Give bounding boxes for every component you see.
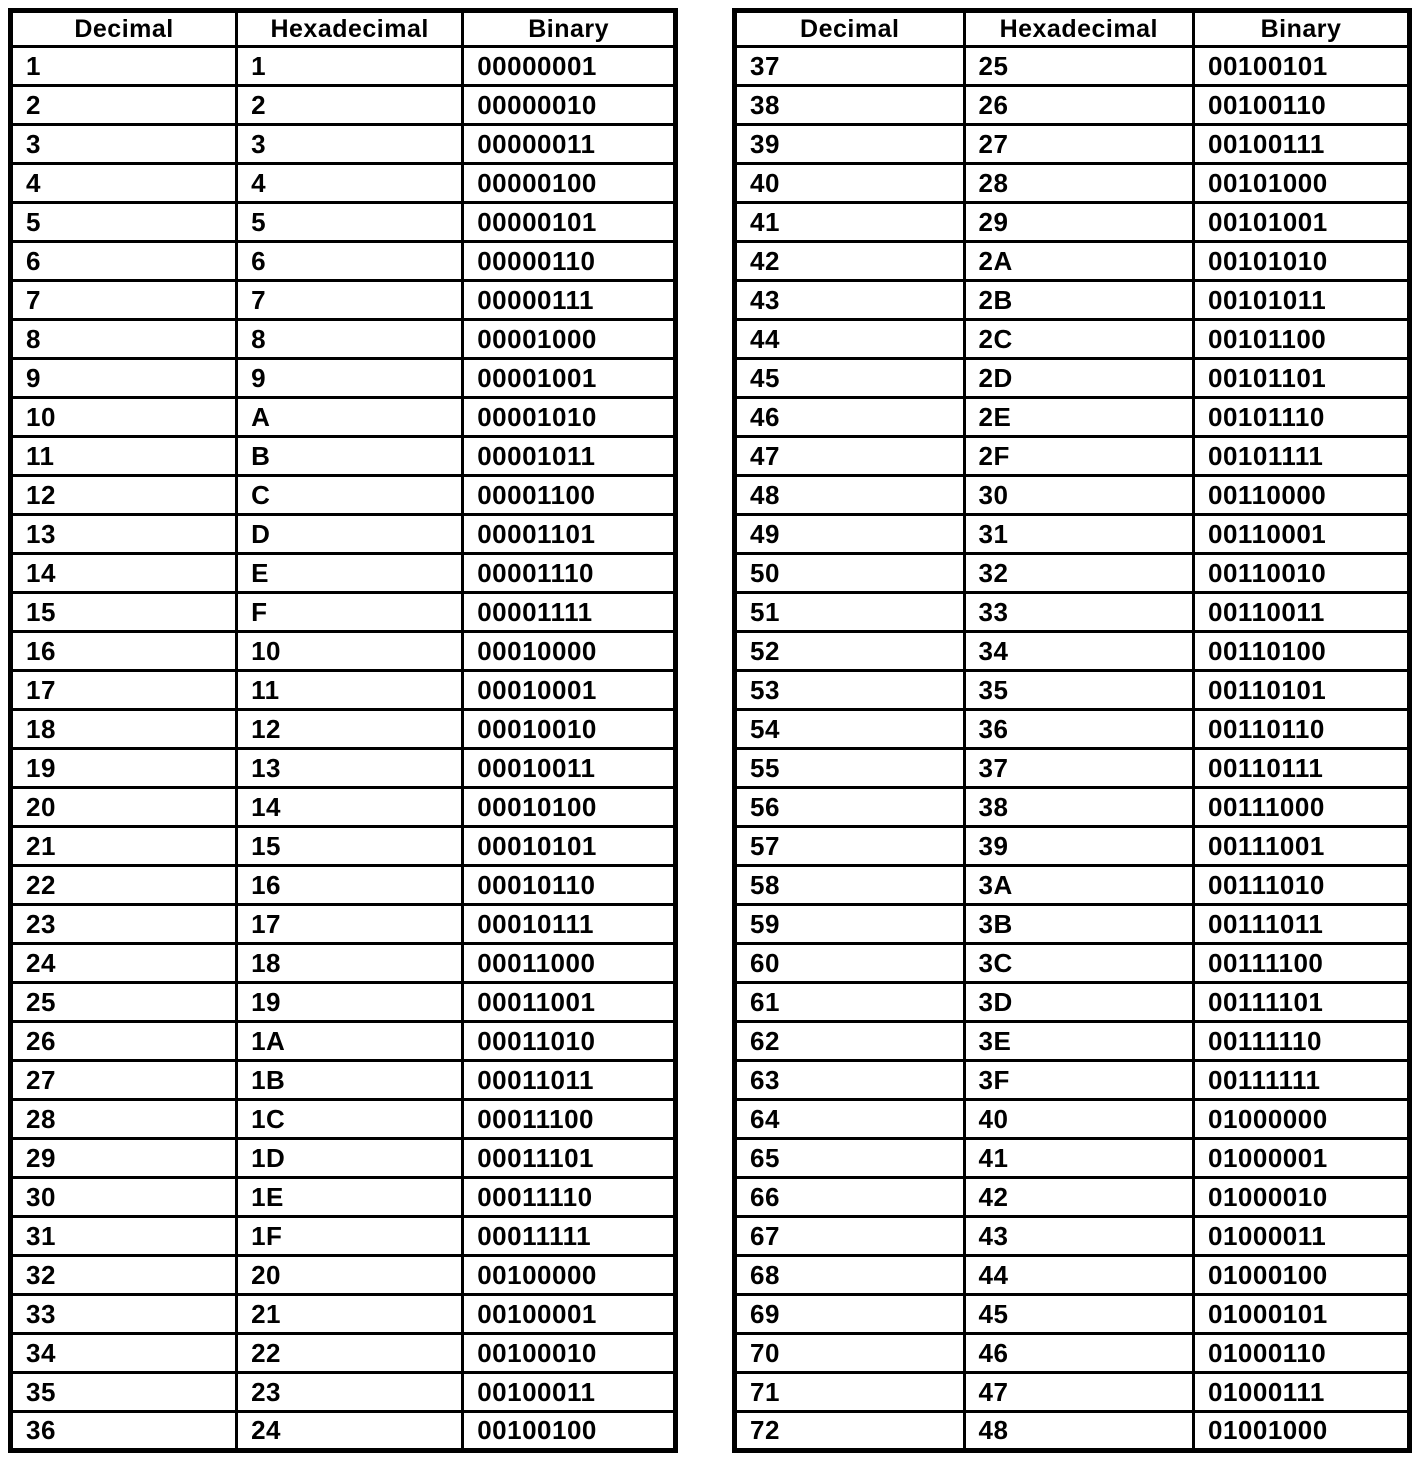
hexadecimal-cell: 9 [237, 359, 463, 398]
table-row [11, 1256, 676, 1295]
hexadecimal-cell: 28 [964, 164, 1194, 203]
decimal-cell: 13 [11, 515, 237, 554]
hexadecimal-cell: 34 [964, 632, 1194, 671]
decimal-cell: 31 [11, 1217, 237, 1256]
hexadecimal-cell: 3B [964, 905, 1194, 944]
binary-cell: 00100000 [463, 1256, 676, 1295]
table-row [11, 1139, 676, 1178]
binary-cell: 00111111 [1194, 1061, 1410, 1100]
table-row [735, 866, 1410, 905]
decimal-cell: 57 [735, 827, 965, 866]
table-row [11, 203, 676, 242]
decimal-cell: 70 [735, 1334, 965, 1373]
binary-cell: 00001001 [463, 359, 676, 398]
hexadecimal-cell: 25 [964, 47, 1194, 86]
hexadecimal-cell: 36 [964, 710, 1194, 749]
hexadecimal-cell: 2E [964, 398, 1194, 437]
decimal-cell: 44 [735, 320, 965, 359]
decimal-cell: 64 [735, 1100, 965, 1139]
binary-cell: 00010010 [463, 710, 676, 749]
table-row [11, 164, 676, 203]
table-row [11, 671, 676, 710]
hexadecimal-cell: 15 [237, 827, 463, 866]
hexadecimal-cell: 6 [237, 242, 463, 281]
decimal-cell: 43 [735, 281, 965, 320]
table-row [735, 47, 1410, 86]
table-row [735, 1139, 1410, 1178]
decimal-cell: 67 [735, 1217, 965, 1256]
hexadecimal-cell: 17 [237, 905, 463, 944]
binary-cell: 01000010 [1194, 1178, 1410, 1217]
table-row [11, 1100, 676, 1139]
table-row [735, 1061, 1410, 1100]
table-row [11, 242, 676, 281]
table-row [735, 1334, 1410, 1373]
decimal-cell: 58 [735, 866, 965, 905]
binary-cell: 01000011 [1194, 1217, 1410, 1256]
binary-cell: 01000100 [1194, 1256, 1410, 1295]
hexadecimal-cell: 38 [964, 788, 1194, 827]
hexadecimal-cell: 20 [237, 1256, 463, 1295]
hexadecimal-cell: 3E [964, 1022, 1194, 1061]
column-header-decimal: Decimal [735, 11, 965, 47]
decimal-cell: 61 [735, 983, 965, 1022]
hexadecimal-cell: 1C [237, 1100, 463, 1139]
hexadecimal-cell: 35 [964, 671, 1194, 710]
binary-cell: 00011000 [463, 944, 676, 983]
table-row [735, 398, 1410, 437]
decimal-cell: 19 [11, 749, 237, 788]
binary-cell: 00110100 [1194, 632, 1410, 671]
hexadecimal-cell: 2D [964, 359, 1194, 398]
column-header-hexadecimal: Hexadecimal [964, 11, 1194, 47]
table-row [735, 125, 1410, 164]
binary-cell: 00110110 [1194, 710, 1410, 749]
hexadecimal-cell: D [237, 515, 463, 554]
binary-cell: 00110111 [1194, 749, 1410, 788]
table-row [735, 281, 1410, 320]
decimal-cell: 36 [11, 1412, 237, 1451]
hexadecimal-cell: 37 [964, 749, 1194, 788]
hexadecimal-cell: 41 [964, 1139, 1194, 1178]
decimal-hex-binary-table-right [732, 8, 1412, 1453]
hexadecimal-cell: 45 [964, 1295, 1194, 1334]
binary-cell: 00011100 [463, 1100, 676, 1139]
column-header-hexadecimal: Hexadecimal [237, 11, 463, 47]
table-row [11, 320, 676, 359]
decimal-cell: 60 [735, 944, 965, 983]
table-row [11, 359, 676, 398]
hexadecimal-cell: 12 [237, 710, 463, 749]
binary-cell: 00101011 [1194, 281, 1410, 320]
table-row [11, 47, 676, 86]
table-row [11, 944, 676, 983]
table-row [11, 1412, 676, 1451]
binary-cell: 01001000 [1194, 1412, 1410, 1451]
table-row [11, 866, 676, 905]
table-row [735, 437, 1410, 476]
decimal-cell: 62 [735, 1022, 965, 1061]
column-header-decimal: Decimal [11, 11, 237, 47]
hexadecimal-cell: 33 [964, 593, 1194, 632]
decimal-cell: 26 [11, 1022, 237, 1061]
decimal-cell: 56 [735, 788, 965, 827]
binary-cell: 00011101 [463, 1139, 676, 1178]
table-row [11, 1334, 676, 1373]
decimal-cell: 6 [11, 242, 237, 281]
decimal-cell: 20 [11, 788, 237, 827]
hexadecimal-cell: 13 [237, 749, 463, 788]
decimal-cell: 41 [735, 203, 965, 242]
hexadecimal-cell: 43 [964, 1217, 1194, 1256]
hexadecimal-cell: 1F [237, 1217, 463, 1256]
hexadecimal-cell: 27 [964, 125, 1194, 164]
binary-cell: 00010000 [463, 632, 676, 671]
decimal-cell: 63 [735, 1061, 965, 1100]
table-row [11, 788, 676, 827]
decimal-cell: 11 [11, 437, 237, 476]
table-row [735, 203, 1410, 242]
hexadecimal-cell: 8 [237, 320, 463, 359]
decimal-cell: 17 [11, 671, 237, 710]
table-row [735, 515, 1410, 554]
decimal-cell: 25 [11, 983, 237, 1022]
table-row [735, 320, 1410, 359]
table-row [735, 788, 1410, 827]
hexadecimal-cell: 4 [237, 164, 463, 203]
binary-cell: 00011010 [463, 1022, 676, 1061]
binary-cell: 00001101 [463, 515, 676, 554]
binary-cell: 00010110 [463, 866, 676, 905]
binary-cell: 00001100 [463, 476, 676, 515]
table-row [11, 1178, 676, 1217]
decimal-hex-binary-table-left [8, 8, 678, 1453]
table-row [11, 1217, 676, 1256]
binary-cell: 00100001 [463, 1295, 676, 1334]
binary-cell: 00111011 [1194, 905, 1410, 944]
hexadecimal-cell: 2B [964, 281, 1194, 320]
hexadecimal-cell: 40 [964, 1100, 1194, 1139]
table-row [735, 1022, 1410, 1061]
hexadecimal-cell: 26 [964, 86, 1194, 125]
decimal-cell: 28 [11, 1100, 237, 1139]
binary-cell: 00100101 [1194, 47, 1410, 86]
binary-cell: 00011111 [463, 1217, 676, 1256]
decimal-cell: 54 [735, 710, 965, 749]
binary-cell: 01000110 [1194, 1334, 1410, 1373]
hexadecimal-cell: 2C [964, 320, 1194, 359]
table-row [11, 476, 676, 515]
table-row [735, 1100, 1410, 1139]
decimal-cell: 29 [11, 1139, 237, 1178]
table-row [735, 983, 1410, 1022]
decimal-cell: 45 [735, 359, 965, 398]
binary-cell: 00111110 [1194, 1022, 1410, 1061]
hexadecimal-cell: 1A [237, 1022, 463, 1061]
decimal-cell: 49 [735, 515, 965, 554]
table-row [11, 632, 676, 671]
table-row [735, 1412, 1410, 1451]
binary-cell: 00010001 [463, 671, 676, 710]
binary-cell: 00000100 [463, 164, 676, 203]
table-row [11, 1061, 676, 1100]
binary-cell: 00101110 [1194, 398, 1410, 437]
binary-cell: 00101111 [1194, 437, 1410, 476]
hexadecimal-cell: 16 [237, 866, 463, 905]
hexadecimal-cell: 47 [964, 1373, 1194, 1412]
hexadecimal-cell: 2 [237, 86, 463, 125]
hexadecimal-cell: 1D [237, 1139, 463, 1178]
binary-cell: 00110001 [1194, 515, 1410, 554]
table-row [11, 983, 676, 1022]
decimal-cell: 55 [735, 749, 965, 788]
binary-cell: 00100111 [1194, 125, 1410, 164]
binary-cell: 01000000 [1194, 1100, 1410, 1139]
binary-cell: 00100110 [1194, 86, 1410, 125]
decimal-cell: 1 [11, 47, 237, 86]
table-row [11, 749, 676, 788]
table-row [735, 671, 1410, 710]
table-row [735, 632, 1410, 671]
table-row [735, 164, 1410, 203]
table-row [735, 476, 1410, 515]
hexadecimal-cell: 21 [237, 1295, 463, 1334]
hexadecimal-cell: 3D [964, 983, 1194, 1022]
table-row [735, 593, 1410, 632]
decimal-cell: 5 [11, 203, 237, 242]
decimal-cell: 24 [11, 944, 237, 983]
binary-cell: 00011110 [463, 1178, 676, 1217]
table-row [735, 359, 1410, 398]
decimal-cell: 30 [11, 1178, 237, 1217]
table-row [735, 1256, 1410, 1295]
hexadecimal-cell: 19 [237, 983, 463, 1022]
binary-cell: 00001110 [463, 554, 676, 593]
binary-cell: 00010101 [463, 827, 676, 866]
decimal-cell: 35 [11, 1373, 237, 1412]
binary-cell: 01000101 [1194, 1295, 1410, 1334]
table-row [735, 827, 1410, 866]
column-header-binary: Binary [463, 11, 676, 47]
hexadecimal-cell: 24 [237, 1412, 463, 1451]
binary-cell: 00000011 [463, 125, 676, 164]
hexadecimal-cell: 46 [964, 1334, 1194, 1373]
hexadecimal-cell: 11 [237, 671, 463, 710]
decimal-cell: 39 [735, 125, 965, 164]
hexadecimal-cell: 18 [237, 944, 463, 983]
decimal-cell: 46 [735, 398, 965, 437]
decimal-cell: 8 [11, 320, 237, 359]
hexadecimal-cell: 39 [964, 827, 1194, 866]
decimal-cell: 7 [11, 281, 237, 320]
table-row [735, 710, 1410, 749]
hexadecimal-cell: B [237, 437, 463, 476]
binary-cell: 00101000 [1194, 164, 1410, 203]
table-row [735, 1178, 1410, 1217]
decimal-cell: 12 [11, 476, 237, 515]
hexadecimal-cell: F [237, 593, 463, 632]
binary-cell: 00010111 [463, 905, 676, 944]
decimal-cell: 21 [11, 827, 237, 866]
table-row [11, 86, 676, 125]
table-row [11, 437, 676, 476]
table-row [11, 827, 676, 866]
decimal-cell: 37 [735, 47, 965, 86]
decimal-cell: 59 [735, 905, 965, 944]
binary-cell: 00110011 [1194, 593, 1410, 632]
decimal-cell: 66 [735, 1178, 965, 1217]
binary-cell: 00111001 [1194, 827, 1410, 866]
decimal-cell: 68 [735, 1256, 965, 1295]
decimal-cell: 23 [11, 905, 237, 944]
decimal-cell: 50 [735, 554, 965, 593]
hexadecimal-cell: 2A [964, 242, 1194, 281]
binary-cell: 00110101 [1194, 671, 1410, 710]
decimal-cell: 47 [735, 437, 965, 476]
table-row [11, 710, 676, 749]
decimal-cell: 72 [735, 1412, 965, 1451]
table-header-row [735, 11, 1410, 47]
decimal-cell: 22 [11, 866, 237, 905]
table-row [11, 554, 676, 593]
hexadecimal-cell: 1 [237, 47, 463, 86]
decimal-cell: 38 [735, 86, 965, 125]
binary-cell: 00100100 [463, 1412, 676, 1451]
hexadecimal-cell: 1E [237, 1178, 463, 1217]
decimal-cell: 2 [11, 86, 237, 125]
binary-cell: 00110010 [1194, 554, 1410, 593]
decimal-cell: 3 [11, 125, 237, 164]
hexadecimal-cell: 48 [964, 1412, 1194, 1451]
table-row [11, 1295, 676, 1334]
hexadecimal-cell: 2F [964, 437, 1194, 476]
hexadecimal-cell: 5 [237, 203, 463, 242]
table-row [735, 1217, 1410, 1256]
binary-cell: 00011001 [463, 983, 676, 1022]
decimal-cell: 34 [11, 1334, 237, 1373]
table-row [735, 944, 1410, 983]
table-row [11, 1022, 676, 1061]
hexadecimal-cell: E [237, 554, 463, 593]
table-row [735, 905, 1410, 944]
hexadecimal-cell: 23 [237, 1373, 463, 1412]
table-row [735, 1295, 1410, 1334]
binary-cell: 00000111 [463, 281, 676, 320]
binary-cell: 00111101 [1194, 983, 1410, 1022]
table-row [11, 905, 676, 944]
binary-cell: 00111000 [1194, 788, 1410, 827]
hexadecimal-cell: 3F [964, 1061, 1194, 1100]
table-row [11, 1373, 676, 1412]
decimal-cell: 32 [11, 1256, 237, 1295]
binary-cell: 00100010 [463, 1334, 676, 1373]
table-row [735, 86, 1410, 125]
decimal-cell: 15 [11, 593, 237, 632]
decimal-cell: 65 [735, 1139, 965, 1178]
decimal-cell: 53 [735, 671, 965, 710]
hexadecimal-cell: 30 [964, 476, 1194, 515]
binary-cell: 00111100 [1194, 944, 1410, 983]
binary-cell: 00101010 [1194, 242, 1410, 281]
binary-cell: 00101100 [1194, 320, 1410, 359]
binary-cell: 00111010 [1194, 866, 1410, 905]
decimal-cell: 42 [735, 242, 965, 281]
decimal-cell: 51 [735, 593, 965, 632]
table-row [11, 125, 676, 164]
binary-cell: 00000010 [463, 86, 676, 125]
binary-cell: 00110000 [1194, 476, 1410, 515]
hexadecimal-cell: 32 [964, 554, 1194, 593]
binary-cell: 00001000 [463, 320, 676, 359]
binary-cell: 00101001 [1194, 203, 1410, 242]
binary-cell: 00100011 [463, 1373, 676, 1412]
hexadecimal-cell: A [237, 398, 463, 437]
hexadecimal-cell: 3 [237, 125, 463, 164]
decimal-cell: 48 [735, 476, 965, 515]
binary-cell: 00001011 [463, 437, 676, 476]
binary-cell: 00000001 [463, 47, 676, 86]
table-row [11, 281, 676, 320]
hexadecimal-cell: 42 [964, 1178, 1194, 1217]
table-row [11, 515, 676, 554]
binary-cell: 00101101 [1194, 359, 1410, 398]
hexadecimal-cell: 3C [964, 944, 1194, 983]
hexadecimal-cell: 1B [237, 1061, 463, 1100]
hexadecimal-cell: 29 [964, 203, 1194, 242]
decimal-cell: 14 [11, 554, 237, 593]
hexadecimal-cell: 31 [964, 515, 1194, 554]
binary-cell: 00010100 [463, 788, 676, 827]
binary-cell: 00010011 [463, 749, 676, 788]
hexadecimal-cell: 44 [964, 1256, 1194, 1295]
table-row [735, 1373, 1410, 1412]
decimal-cell: 40 [735, 164, 965, 203]
binary-cell: 00000101 [463, 203, 676, 242]
decimal-cell: 4 [11, 164, 237, 203]
decimal-cell: 52 [735, 632, 965, 671]
decimal-cell: 69 [735, 1295, 965, 1334]
decimal-cell: 16 [11, 632, 237, 671]
table-row [735, 242, 1410, 281]
decimal-cell: 10 [11, 398, 237, 437]
decimal-cell: 18 [11, 710, 237, 749]
table-header-row [11, 11, 676, 47]
hexadecimal-cell: 7 [237, 281, 463, 320]
decimal-cell: 27 [11, 1061, 237, 1100]
table-row [11, 593, 676, 632]
hexadecimal-cell: 3A [964, 866, 1194, 905]
hexadecimal-cell: C [237, 476, 463, 515]
hexadecimal-cell: 22 [237, 1334, 463, 1373]
decimal-cell: 9 [11, 359, 237, 398]
binary-cell: 00001111 [463, 593, 676, 632]
binary-cell: 00001010 [463, 398, 676, 437]
binary-cell: 00000110 [463, 242, 676, 281]
table-row [735, 749, 1410, 788]
binary-cell: 01000111 [1194, 1373, 1410, 1412]
hexadecimal-cell: 10 [237, 632, 463, 671]
column-header-binary: Binary [1194, 11, 1410, 47]
decimal-cell: 33 [11, 1295, 237, 1334]
hexadecimal-cell: 14 [237, 788, 463, 827]
table-row [11, 398, 676, 437]
table-row [735, 554, 1410, 593]
binary-cell: 01000001 [1194, 1139, 1410, 1178]
binary-cell: 00011011 [463, 1061, 676, 1100]
decimal-cell: 71 [735, 1373, 965, 1412]
